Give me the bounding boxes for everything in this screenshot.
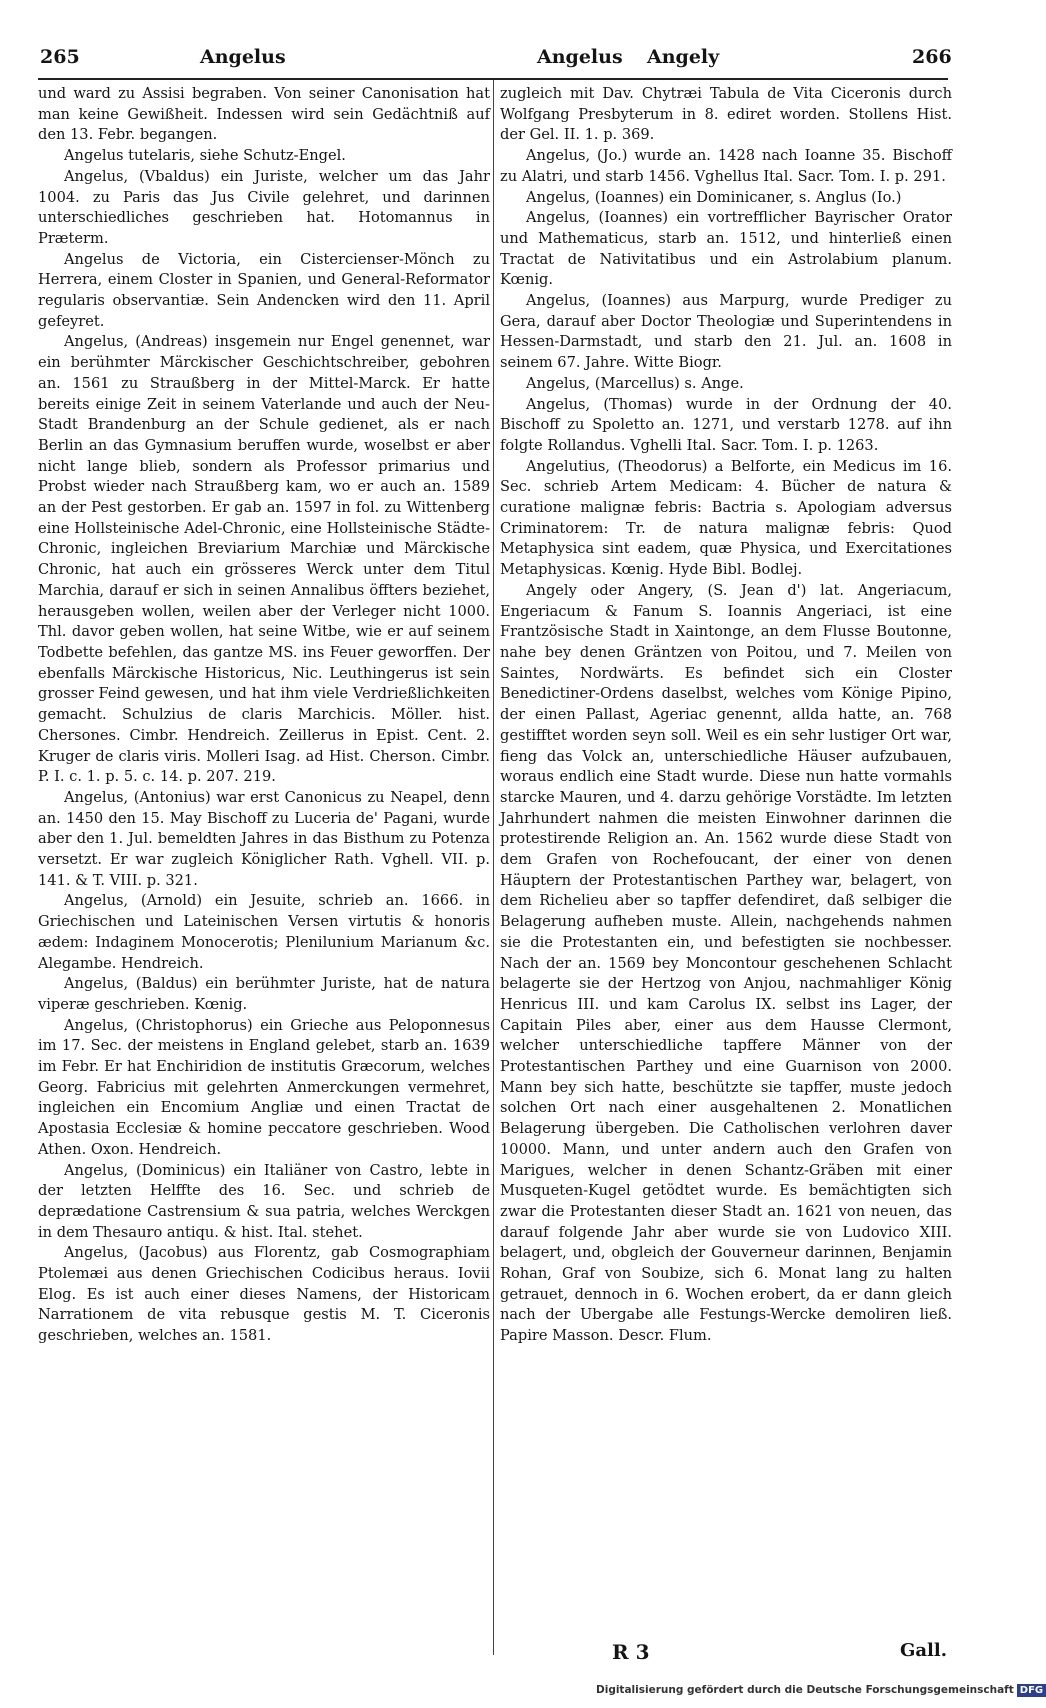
- page-number-right: 266: [912, 46, 952, 68]
- running-header: [40, 46, 952, 76]
- entry-angelus-dominicus: Angelus, (Dominicus) ein Italiäner von Castro, lebte in der letzten Helffte des 16. Sec. und schrieb de deprædatione Castrensium & sua patria, welches Werckgen in dem Thesauro antiqu. & hist. Ital. stehet.: [38, 1161, 490, 1241]
- running-head-middle: Angelus: [537, 46, 623, 68]
- entry-angelus-vbaldus: Angelus, (Vbaldus) ein Juriste, welcher um das Jahr 1004. zu Paris das Jus Civile gelehret, und darinnen unterschiedliches geschrieben hat. Hotomannus in Præterm.: [38, 167, 490, 247]
- catchword: Gall.: [900, 1640, 947, 1661]
- entry-angelus-jacobus: Angelus, (Jacobus) aus Florentz, gab Cosmographiam Ptolemæi aus denen Griechischen Codicibus heraus. Iovii Elog. Es ist auch einer dieses Namens, der Historicam Narrationem de vita rebusque gestis M. T. Ciceronis geschrieben, welches an. 1581.: [38, 1244, 490, 1345]
- page-number-left: 265: [40, 46, 80, 68]
- entry-angelus-baldus: Angelus, (Baldus) ein berühmter Juriste, hat de natura viperæ geschrieben. Kœnig.: [38, 975, 490, 1013]
- entry-angelus-ioannes-dominican: Angelus, (Ioannes) ein Dominicaner, s. Anglus (Io.): [526, 188, 902, 206]
- entry-angelus-jo: Angelus, (Jo.) wurde an. 1428 nach Ioanne 35. Bischoff zu Alatri, und starb 1456. Vghellus Ital. Sacr. Tom. I. p. 291.: [500, 147, 952, 185]
- dfg-logo: DFG: [1017, 1684, 1046, 1697]
- entry-angelus-ioannes-marpurg: Angelus, (Ioannes) aus Marpurg, wurde Prediger zu Gera, darauf aber Doctor Theologiæ und Superintendens in Hessen-Darmstadt, und starb den 21. Jul. an. 1608 in seinem 67. Jahre. Witte Biogr.: [500, 292, 952, 372]
- entry-angelus-christophorus: Angelus, (Christophorus) ein Grieche aus Peloponnesus im 17. Sec. der meistens in England gelebet, starb an. 1639 im Febr. Er hat Enchiridion de institutis Græcorum, welches Georg. Fabricius mit gelehrten Anmerckungen vermehret, ingleichen ein Encomium Angliæ und einen Tractat de Apostasia Ecclesiæ & homine peccatore geschrieben. Wood Athen. Oxon. Hendreich.: [38, 1016, 490, 1158]
- running-head-right: Angely: [647, 46, 720, 68]
- entry-angelus-tutelaris: Angelus tutelaris, siehe Schutz-Engel.: [64, 147, 346, 165]
- entry-continuation-right: zugleich mit Dav. Chytræi Tabula de Vita Ciceronis durch Wolfgang Presbyterum in 8. ediret worden. Stollens Hist. der Gel. II. 1. p. 369.: [500, 85, 952, 144]
- entry-angelus-marcellus: Angelus, (Marcellus) s. Ange.: [526, 374, 744, 392]
- signature-mark: R 3: [612, 1640, 650, 1664]
- left-column: [38, 84, 490, 1347]
- credit-text: Digitalisierung gefördert durch die Deutsche Forschungsgemeinschaft: [596, 1684, 1014, 1696]
- right-column: [500, 84, 952, 1347]
- digitization-credit: [596, 1684, 1044, 1704]
- running-head-left: Angelus: [200, 46, 286, 68]
- entry-angelus-thomas: Angelus, (Thomas) wurde in der Ordnung der 40. Bischoff zu Spoletto an. 1271, und verstarb 1278. auf ihn folgte Rollandus. Vghelli Ital. Sacr. Tom. I. p. 1263.: [500, 395, 952, 454]
- entry-angelus-andreas: Angelus, (Andreas) insgemein nur Engel genennet, war ein berühmter Märckischer Geschichtschreiber, gebohren an. 1561 zu Straußberg in der Mittel-Marck. Er hatte bereits einige Zeit in seinem Vaterlande und auch der Neu-Stadt Brandenburg an der Schule gedienet, als er nach Berlin an das Gymnasium beruffen wurde, woselbst er aber nicht lange blieb, sondern als Professor primarius und Probst wieder nach Straußberg kam, wo er auch an. 1589 an der Pest gestorben. Er gab an. 1597 in fol. zu Wittenberg eine Hollsteinische Adel-Chronic, eine Hollsteinische Städte-Chronic, ingleichen Breviarium Marchiæ und Märckische Chronic, hat auch ein grösseres Werck unter dem Titul Marchia, darauf er sich in seinen Annalibus öffters beziehet, herausgeben wollen, weilen aber der Verleger nicht 1000. Thl. davor geben wollen, hat seine Witbe, wie er auf seinem Todbette befehlen, das gantze MS. ins Feuer geworffen. Der ebenfalls Märckische Historicus, Nic. Leuthingerus ist sein grosser Feind gewesen, und hat ihm viele Verdrießlichkeiten gemacht. Schulzius de claris Marchicis. Möller. hist. Chersones. Cimbr. Hendreich. Zeillerus in Epist. Cent. 2. Kruger de claris viris. Molleri Isag. ad Hist. Cherson. Cimbr. P. I. c. 1. p. 5. c. 14. p. 207. 219.: [38, 333, 490, 786]
- entry-angelus-ioannes-bavarian: Angelus, (Ioannes) ein vortrefflicher Bayrischer Orator und Mathematicus, starb an. 1512, und hinterließ einen Tractat de Nativitatibus und ein Astrolabium planum. Kœnig.: [500, 209, 952, 289]
- entry-angely: Angely oder Angery, (S. Jean d') lat. Angeriacum, Engeriacum & Fanum S. Ioannis Angeriaci, ist eine Frantzösische Stadt in Xaintonge, an dem Flusse Boutonne, nahe bey denen Gräntzen von Poitou, und 7. Meilen von Saintes, Nordwärts. Es befindet sich ein Closter Benedictiner-Ordens daselbst, welches vom Könige Pipino, der einen Pallast, Ageriac genennt, allda hatte, an. 768 gestifftet worden seyn soll. Weil es ein sehr lustiger Ort war, fieng das Volck an, unterschiedliche Häuser aufzubauen, woraus endlich eine Stadt wurde. Diese nun hatte vormahls starcke Mauren, und 4. darzu gehörige Vorstädte. Im letzten Jahrhundert nahmen die meisten Einwohner darinnen die protestirende Religion an. An. 1562 wurde diese Stadt von dem Grafen von Rochefoucant, der einer von denen Häuptern der Protestantischen Parthey war, belagert, von dem Richelieu aber so tapffer defendiret, daß selbiger die Belagerung aufheben muste. Allein, nachgehends nahmen sie die Protestanten ein, und befestigten sie nochbesser. Nach der an. 1569 bey Moncontour geschehenen Schlacht belagerte sie der Hertzog von Anjou, nachmahliger König Henricus III. und kam Carolus IX. selbst ins Lager, der Capitain Piles aber, einer aus dem Hausse Clermont, welcher unterschiedliche tapffere Männer von der Protestantischen Parthey und eine Guarnison von 2000. Mann bey sich hatte, beschützte sie tapffer, muste jedoch solchen Ort nach einer ausgehaltenen 2. Monatlichen Belagerung übergeben. Die Catholischen verlohren daver 10000. Mann, und unter andern auch den Grafen von Marigues, welcher in denen Schantz-Gräben mit einer Musqueten-Kugel getödtet wurde. Es bemächtigten sich zwar die Protestanten dieser Stadt an. 1621 von neuen, das darauf folgende Jahr aber wurde sie von Ludovico XIII. belagert, und, obgleich der Gouverneur darinnen, Benjamin Rohan, Graf von Soubize, sich 6. Monat lang zu halten getrauet, dennoch in 6. Wochen erobert, da er dann gleich nach der Ubergabe alle Festungs-Wercke demoliren ließ. Papire Masson. Descr. Flum.: [500, 581, 952, 1345]
- column-divider: [493, 80, 494, 1655]
- entry-angelus-antonius: Angelus, (Antonius) war erst Canonicus zu Neapel, denn an. 1450 den 15. May Bischoff zu Luceria de' Pagani, wurde aber den 1. Jul. bemeldten Jahres in das Bisthum zu Potenza versetzt. Er war zugleich Königlicher Rath. Vghell. VII. p. 141. & T. VIII. p. 321.: [38, 788, 490, 889]
- entry-angelus-de-victoria: Angelus de Victoria, ein Cistercienser-Mönch zu Herrera, einem Closter in Spanien, und General-Reformator regularis observantiæ. Sein Andencken wird den 11. April gefeyret.: [38, 250, 490, 330]
- entry-continuation: und ward zu Assisi begraben. Von seiner Canonisation hat man keine Gewißheit. Indessen wird sein Gedächtniß auf den 13. Febr. begangen.: [38, 85, 490, 144]
- entry-angelus-arnold: Angelus, (Arnold) ein Jesuite, schrieb an. 1666. in Griechischen und Lateinischen Versen virtutis & honoris ædem: Indaginem Monocerotis; Plenilunium Marianum &c. Alegambe. Hendreich.: [38, 892, 490, 972]
- entry-angelutius-theodorus: Angelutius, (Theodorus) a Belforte, ein Medicus im 16. Sec. schrieb Artem Medicam: 4. Bücher de natura & curatione malignæ febris: Bactria s. Apologiam adversus Criminatorem: Tr. de natura malignæ febris: Quod Metaphysica sint eadem, quæ Physica, und Exercitationes Metaphysicas. Kœnig. Hyde Bibl. Bodlej.: [500, 457, 952, 579]
